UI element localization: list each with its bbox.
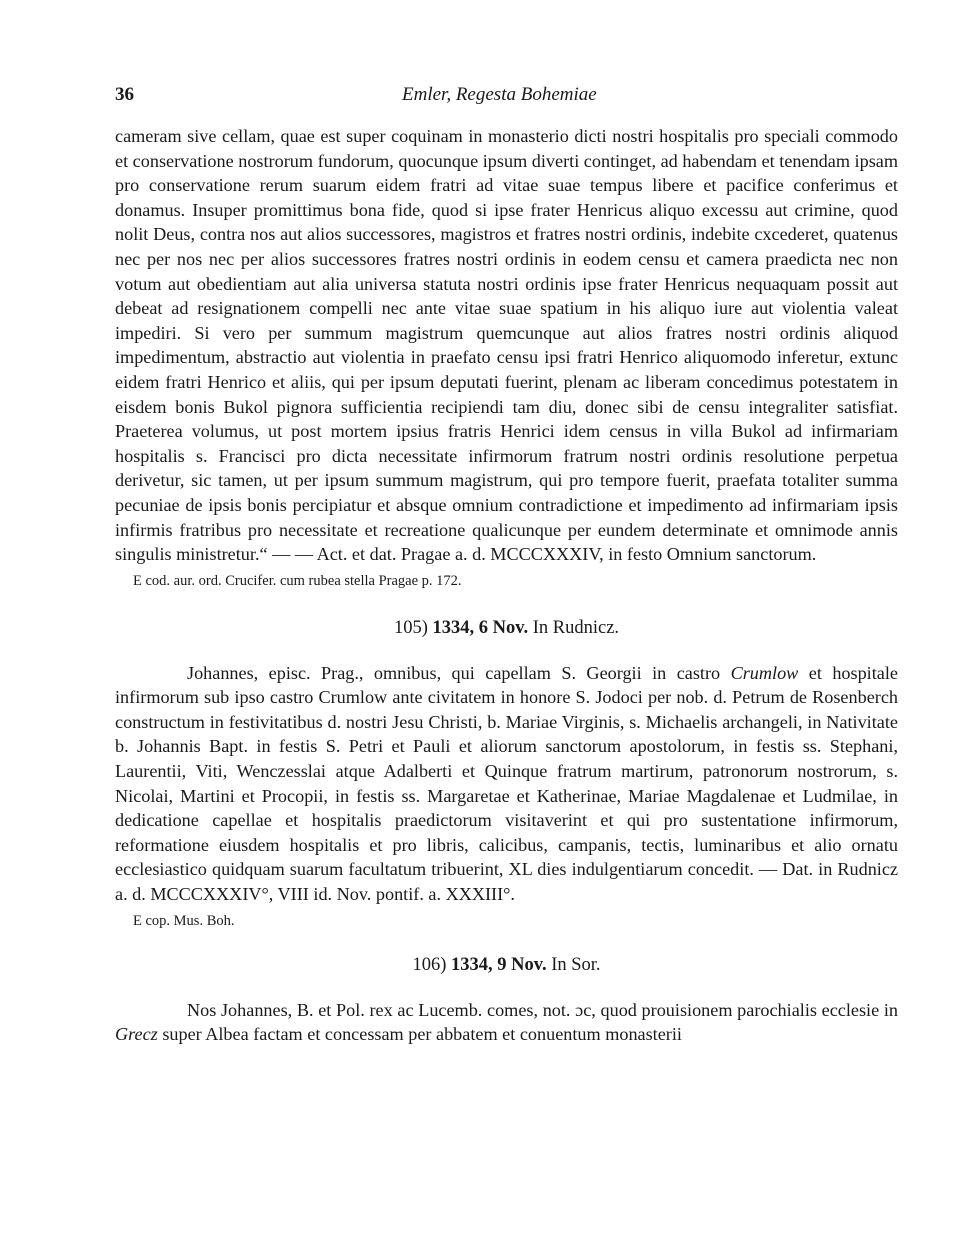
entry-paragraph-106 — [115, 998, 898, 1047]
entry-105-italic-place: Crumlow — [730, 662, 799, 683]
entry-paragraph-105 — [115, 661, 898, 907]
entry-105-text-after: et hospitale infirmorum sub ipso castro Crumlow ante civitatem in honore S. Jodoci per nob. d. Petrum de Rosenberch constructum in festivitatibus d. nostri Jesu Christi, b. Mariae Virginis, s. Michaelis archangeli, in Nativitate b. Johannis Bapt. in festis S. Petri et Pauli et aliorum sanctorum apostolorum, in festis ss. Stephani, Laurentii, Viti, Wenczesslai atque Adalberti et Quinque fratrum martirum, patronorum nostrorum, s. Nicolai, Martini et Procopii, in festis ss. Margaretae et Katherinae, Mariae Magdalenae et Ludmilae, in dedicatione capellae et hospitalis praedictorum visitaverint et qui pro sustentatione infirmorum, reformatione eiusdem hospitalis et pro libris, calicibus, campanis, tectis, luminaribus et alio ornatu ecclesiastico quidquam suarum facultatum tribuerint, XL dies indulgentiarum concedit. — Dat. in Rudnicz a. d. MCCCXXXIV°, VIII id. Nov. pontif. a. XXXIII°. — [115, 662, 898, 905]
continuation-paragraph: cameram sive cellam, quae est super coquinam in monasterio dicti nostri hospitalis pro speciali commodo et conservatione nostrorum fundorum, quocunque ipsum diverti continget, ad habendam et tenendam ipsam pro conservatione rerum suarum eidem fratri ad vitae suae tempus libere et pacifice conferimus et donamus. Insuper promittimus bona fide, quod si ipse frater Henricus aliquo excessu aut crimine, quod nolit Deus, contra nos aut alios successores, magistros et fratres nostri ordinis, indebite cxcederet, quatenus nec per nos nec per alios successores fratres nostri ordinis in eodem censu et camera praedicta nec non votum aut obedientiam aut alia universa statuta nostri ordinis ipse frater Henricus nequaquam possit aut debeat ad resignationem compelli nec ante vitae suae spatium in his aliquo iure aut violentia valeat impediri. Si vero per summum magistrum quemcunque aut alios fratres nostri ordinis aliquod impedimentum, abstractio aut violentia in praefato censu ipsi fratri Henrico aliquomodo inferetur, extunc eidem fratri Henrico et aliis, qui per ipsum deputati fuerint, plenam ac liberam concedimus potestatem in eisdem bonis Bukol pignora sufficientia recipiendi tam diu, donec sibi de censu integraliter satisfiat. Praeterea volumus, ut post mortem ipsius fratris Henrici idem census in villa Bukol ad infirmariam hospitalis s. Francisci pro dicta necessitate infirmorum fratrum nostri ordinis resolutione perpetua derivetur, sic tamen, ut per ipsum summum magistrum, qui pro tempore fuerit, praefata totaliter summa pecuniae de ipsis bonis percipiatur et absque omnium contradictione et impedimento ad infirmariam ipsis infirmis fratribus pro necessitate et recreatione qualicunque per eundem determinate et omnimode annis singulis ministretur.“ — — Act. et dat. Pragae a. d. MCCCXXXIV, in festo Omnium sanctorum. — [115, 126, 898, 565]
entry-106-text-before: Nos Johannes, B. et Pol. rex ac Lucemb. comes, not. ɔc, quod prouisionem parochialis ecclesie in — [187, 999, 898, 1020]
entry-heading-105 — [115, 616, 898, 640]
entry-date-106: 1334, 9 Nov. — [450, 954, 547, 975]
entry-heading-106 — [115, 953, 898, 977]
page-number: 36 — [115, 84, 134, 105]
entry-105-text-before: Johannes, episc. Prag., omnibus, qui capellam S. Georgii in castro — [187, 662, 731, 683]
entry-number-105: 105) — [393, 617, 428, 638]
entry-text-block-105 — [115, 661, 898, 907]
entry-number-106: 106) — [412, 954, 447, 975]
entry-place-106: In Sor. — [551, 954, 601, 975]
page — [115, 84, 898, 1047]
source-note-104: E cod. aur. ord. Crucifer. cum rubea stella Pragae p. 172. — [133, 572, 462, 589]
entry-106-italic-place: Grecz — [115, 1024, 158, 1045]
running-head — [115, 84, 898, 112]
entry-place-105: In Rudnicz. — [532, 617, 620, 638]
entry-date-105: 1334, 6 Nov. — [432, 617, 529, 638]
entry-106-text-after: super Albea factam et concessam per abbatem et conuentum monasterii — [157, 1024, 682, 1045]
source-note-105: E cop. Mus. Boh. — [133, 912, 235, 929]
continuation-text-block — [115, 124, 898, 567]
running-title: Emler, Regesta Bohemiae — [402, 84, 597, 105]
entry-text-block-106 — [115, 998, 898, 1047]
